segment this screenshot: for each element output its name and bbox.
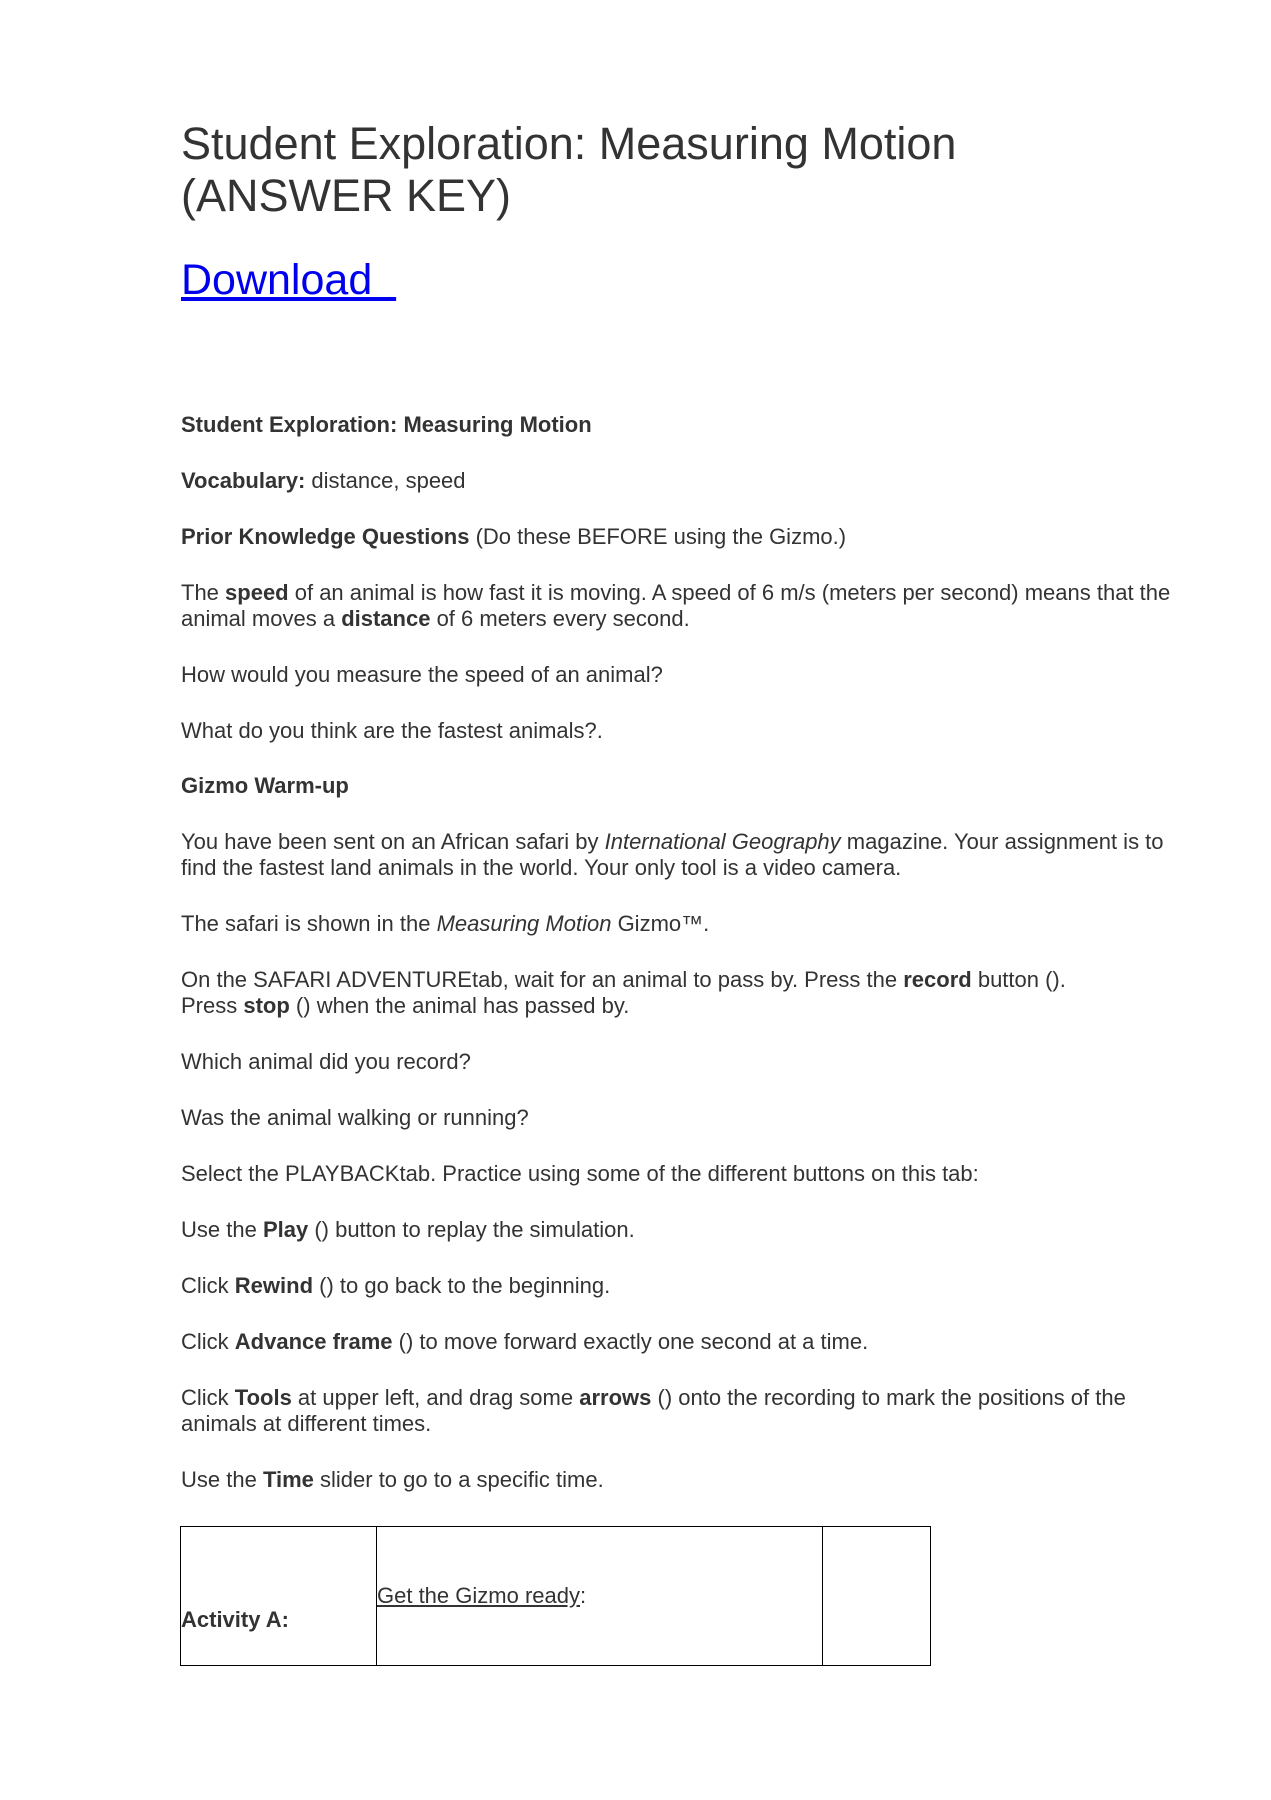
prior-knowledge-line <box>181 524 1171 550</box>
download-link[interactable]: Download <box>181 256 397 304</box>
distance-term: distance <box>341 606 431 631</box>
activity-row <box>181 1527 931 1666</box>
safari-paragraph <box>181 829 1171 881</box>
section-heading <box>181 412 1171 438</box>
record-text-4: () when the animal has passed by. <box>289 993 630 1018</box>
play-text-1: Use the <box>181 1217 263 1242</box>
record-term: record <box>903 967 972 992</box>
question-fastest-animals: What do you think are the fastest animals?. <box>181 718 603 743</box>
rewind-text-2: () to go back to the beginning. <box>313 1273 611 1298</box>
record-text-3: Press <box>181 993 244 1018</box>
record-paragraph <box>181 967 1171 1019</box>
advance-instruction <box>181 1329 1171 1355</box>
stop-term: stop <box>243 993 290 1018</box>
question-measure-speed: How would you measure the speed of an animal? <box>181 662 663 687</box>
activity-extra-cell <box>823 1527 931 1666</box>
record-text-1: On the SAFARI ADVENTUREtab, wait for an animal to pass by. Press the <box>181 967 904 992</box>
activity-task-cell <box>377 1527 823 1666</box>
magazine-name: International Geography <box>604 829 841 854</box>
prior-knowledge-text: (Do these BEFORE using the Gizmo.) <box>469 524 847 549</box>
advance-text-2: () to move forward exactly one second at a time. <box>392 1329 869 1354</box>
vocabulary-text: distance, speed <box>305 468 466 493</box>
safari-text-1: You have been sent on an African safari by <box>181 829 605 854</box>
speed-text-2: of an animal is how fast it is moving. A speed of 6 m/s (meters per second) means that the animal moves a <box>181 580 1171 631</box>
tools-term: Tools <box>234 1385 292 1410</box>
gizmo-name: Measuring Motion <box>436 911 612 936</box>
speed-text-1: The <box>181 580 226 605</box>
play-term: Play <box>262 1217 309 1242</box>
shown-text-2: Gizmo™. <box>611 911 710 936</box>
tools-text-2: at upper left, and drag some <box>291 1385 580 1410</box>
activity-table <box>180 1526 931 1666</box>
play-instruction <box>181 1217 1171 1243</box>
arrows-term: arrows <box>579 1385 652 1410</box>
rewind-text-1: Click <box>181 1273 235 1298</box>
activity-label: Activity A: <box>181 1607 289 1632</box>
safari-text-2: magazine. Your assignment is to find the fastest land animals in the world. Your only tool is a video camera. <box>181 829 1164 880</box>
vocabulary-label: Vocabulary: <box>181 468 306 493</box>
section-heading-text: Student Exploration: Measuring Motion <box>181 412 592 437</box>
record-text-2: button (). <box>971 967 1066 992</box>
rewind-instruction <box>181 1273 1171 1299</box>
title-line-1: Student Exploration: Measuring Motion <box>181 118 957 169</box>
tools-text-1: Click <box>181 1385 235 1410</box>
warmup-heading <box>181 773 1171 799</box>
prior-knowledge-label: Prior Knowledge Questions <box>181 524 470 549</box>
activity-label-cell <box>181 1527 377 1666</box>
time-text-2: slider to go to a specific time. <box>313 1467 604 1492</box>
play-text-2: () button to replay the simulation. <box>308 1217 635 1242</box>
speed-paragraph <box>181 580 1171 632</box>
activity-task-suffix: : <box>579 1583 587 1608</box>
gizmo-shown-paragraph <box>181 911 1171 937</box>
activity-task: Get the Gizmo ready <box>377 1583 580 1608</box>
rewind-term: Rewind <box>234 1273 314 1298</box>
page-title <box>181 118 1171 222</box>
advance-text-1: Click <box>181 1329 235 1354</box>
shown-text-1: The safari is shown in the <box>181 911 437 936</box>
speed-term: speed <box>225 580 289 605</box>
time-instruction <box>181 1467 1171 1493</box>
question-which-animal: Which animal did you record? <box>181 1049 471 1074</box>
playback-paragraph: Select the PLAYBACKtab. Practice using some of the different buttons on this tab: <box>181 1161 979 1186</box>
vocabulary-line <box>181 468 1171 494</box>
warmup-heading-text: Gizmo Warm-up <box>181 773 349 798</box>
advance-term: Advance frame <box>234 1329 393 1354</box>
time-text-1: Use the <box>181 1467 263 1492</box>
speed-text-3: of 6 meters every second. <box>430 606 690 631</box>
tools-text-3: () onto the recording to mark the positions of the animals at different times. <box>181 1385 1126 1436</box>
tools-instruction <box>181 1385 1171 1437</box>
time-term: Time <box>262 1467 314 1492</box>
question-walking-running: Was the animal walking or running? <box>181 1105 529 1130</box>
title-line-2: (ANSWER KEY) <box>181 170 512 221</box>
